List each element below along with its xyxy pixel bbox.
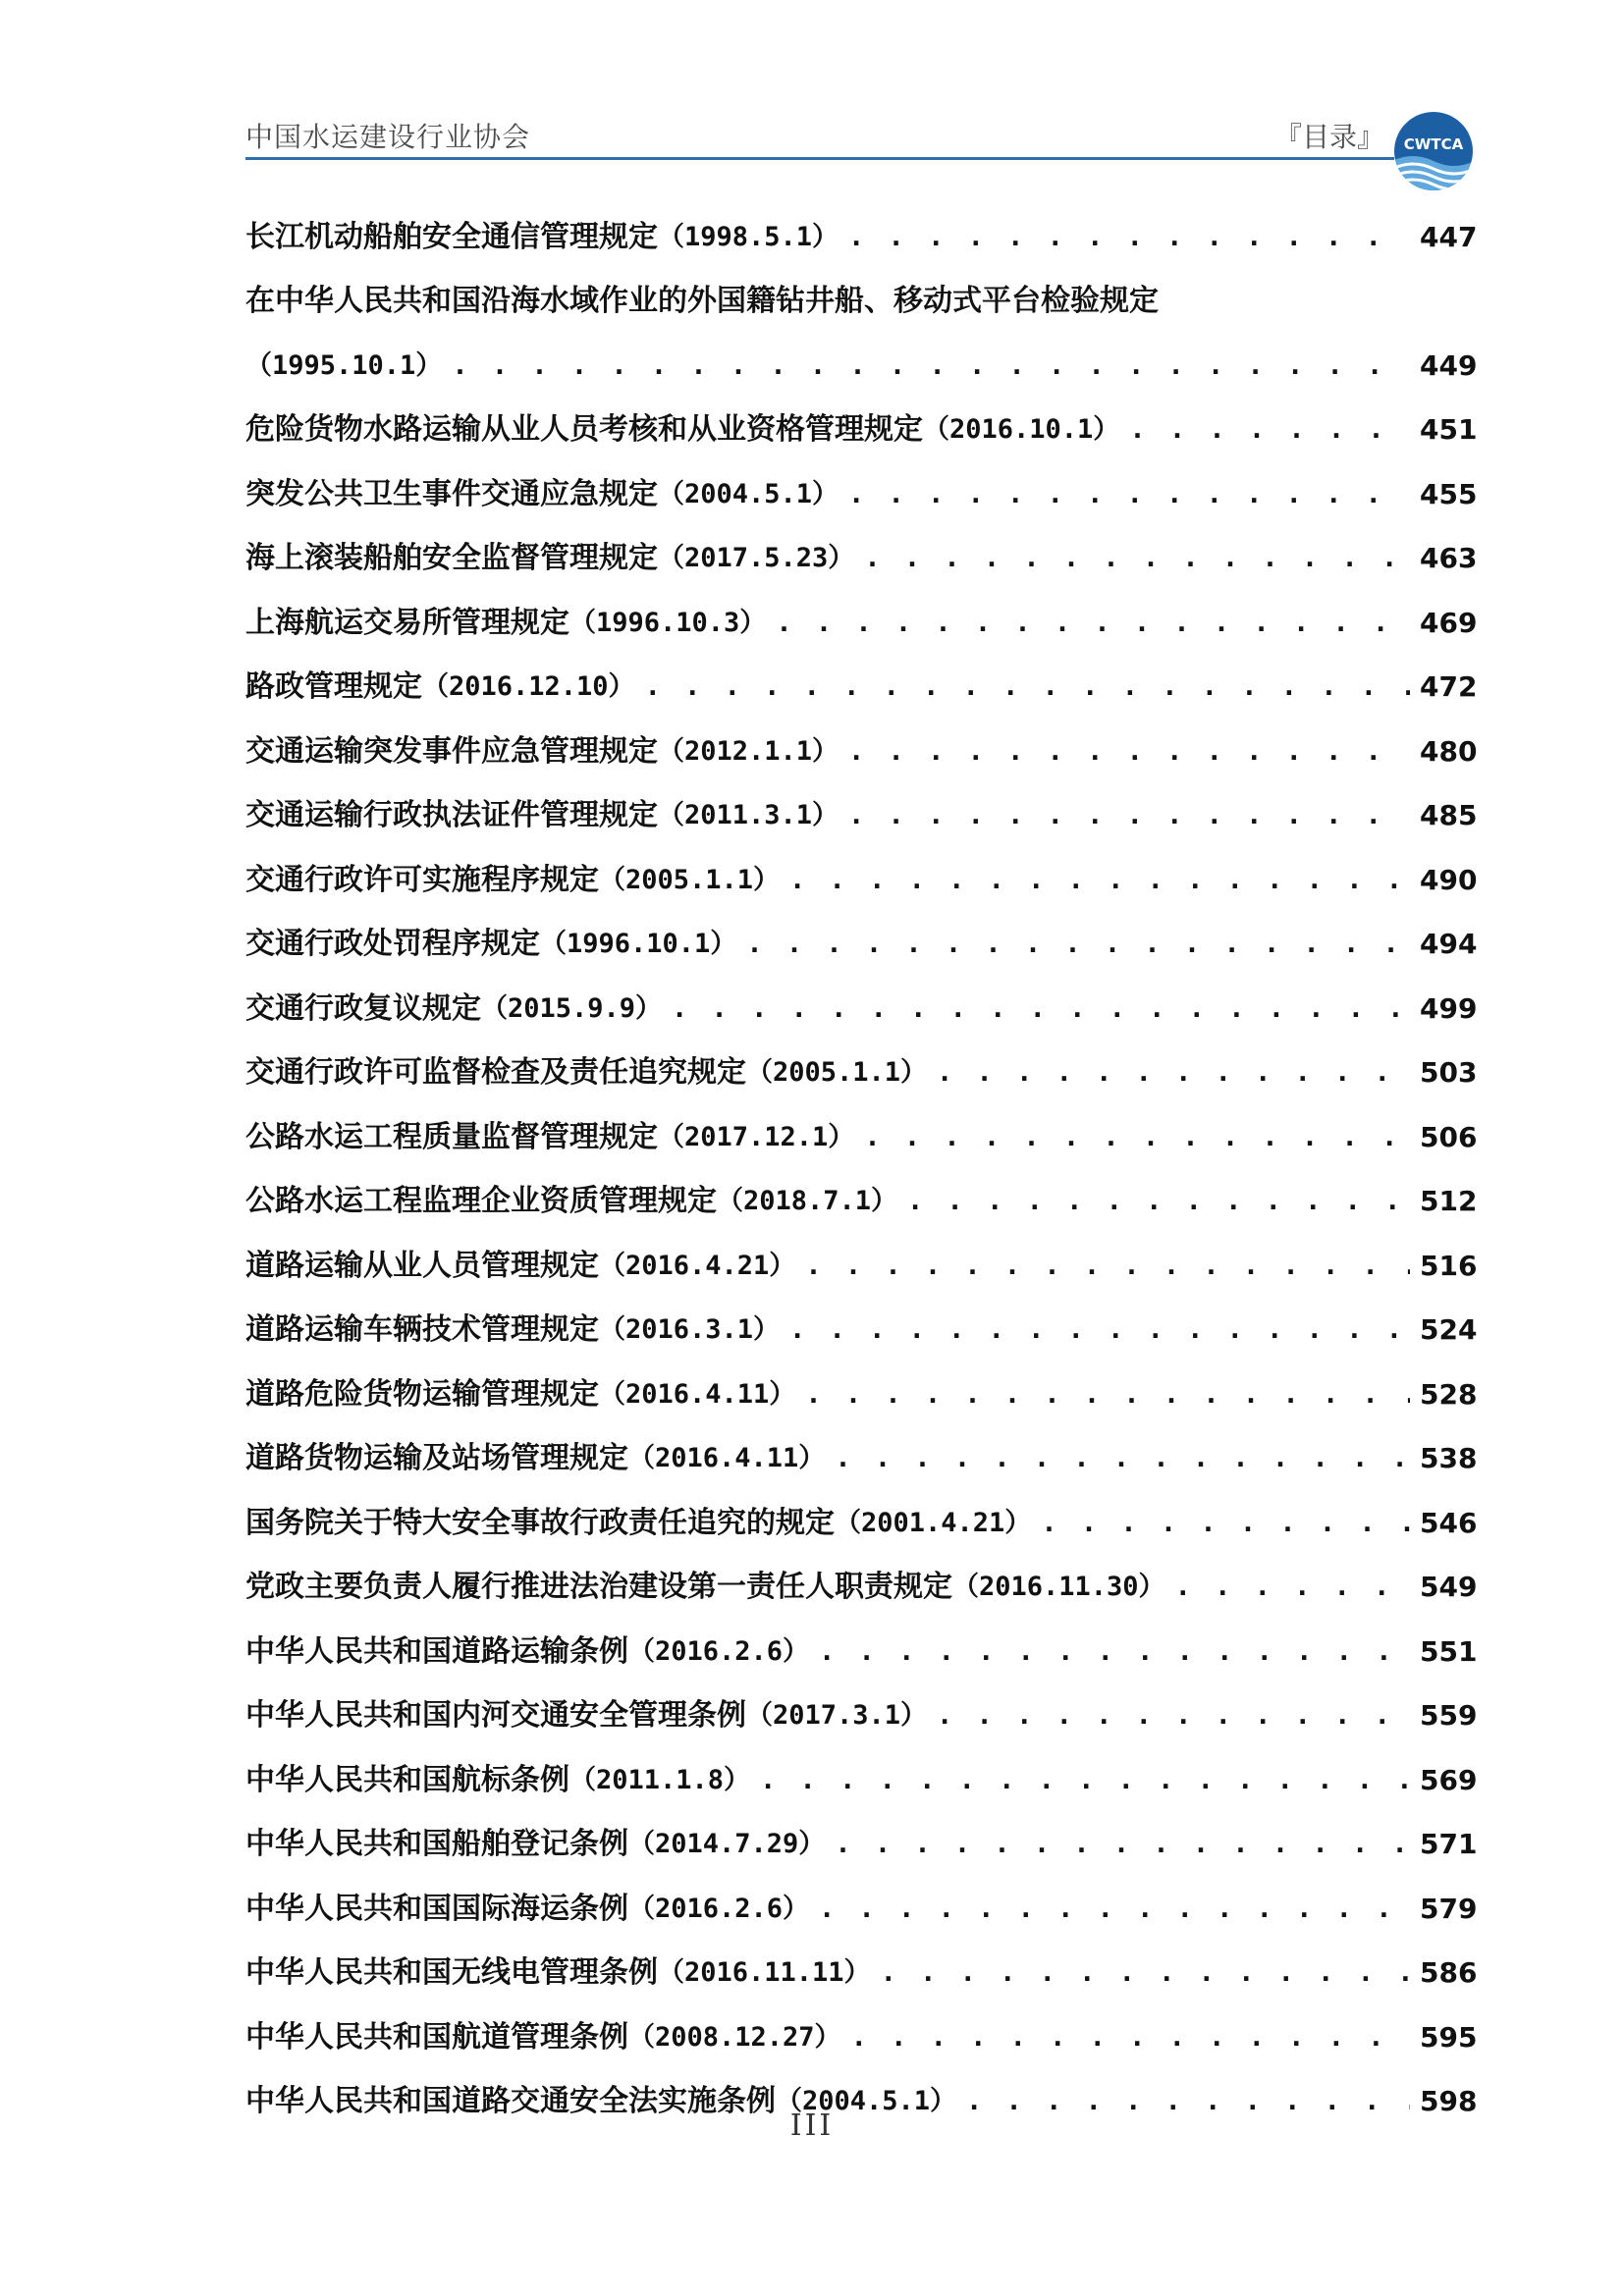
logo-wordmark: CWTCA xyxy=(1403,135,1464,153)
toc-dot-leader xyxy=(835,1825,1410,1864)
toc-entry[interactable] xyxy=(245,1478,1478,1543)
toc-dot-leader xyxy=(848,218,1410,257)
toc-dot-leader xyxy=(851,2018,1410,2057)
toc-entry-title-line xyxy=(245,257,1473,322)
toc-entry-page-number: 506 xyxy=(1420,1120,1478,1153)
toc-entry-title: 道路危险货物运输管理规定 xyxy=(245,1376,599,1412)
toc-dot-leader xyxy=(819,1632,1410,1672)
toc-entry-page-number: 455 xyxy=(1420,477,1478,510)
toc-entry-date: （2011.3.1） xyxy=(658,800,839,830)
toc-entry-title: 中华人民共和国航标条例 xyxy=(245,1762,569,1797)
toc-entry[interactable] xyxy=(245,1543,1478,1608)
toc-entry-page-number: 463 xyxy=(1420,542,1478,574)
header-rule xyxy=(245,157,1394,160)
header-section-title: 『目录』 xyxy=(1273,121,1384,153)
toc-entry[interactable] xyxy=(245,900,1478,965)
toc-entry[interactable] xyxy=(245,1350,1478,1415)
toc-entry-date: （1996.10.1） xyxy=(540,929,737,959)
toc-entry-page-number: 549 xyxy=(1420,1571,1478,1603)
toc-entry-page-number: 598 xyxy=(1420,2085,1478,2117)
toc-entry[interactable] xyxy=(245,1864,1478,1929)
toc-entry-date: （2018.7.1） xyxy=(717,1186,898,1216)
toc-entry-page-number: 579 xyxy=(1420,1892,1478,1925)
toc-entry-title: 交通运输突发事件应急管理规定 xyxy=(245,733,658,769)
toc-entry-date: （1995.10.1） xyxy=(245,349,443,381)
toc-entry-title: 上海航运交易所管理规定 xyxy=(245,605,569,640)
toc-entry[interactable] xyxy=(245,772,1478,836)
toc-entry-page-number: 516 xyxy=(1420,1249,1478,1282)
toc-entry-page-number: 499 xyxy=(1420,991,1478,1025)
toc-entry-date: （2017.3.1） xyxy=(746,1700,928,1731)
toc-dot-leader xyxy=(789,861,1410,900)
toc-entry-title: 公路水运工程质量监督管理规定 xyxy=(245,1119,658,1154)
toc-entry[interactable] xyxy=(245,450,1478,514)
toc-entry[interactable] xyxy=(245,1157,1478,1222)
toc-entry-page-number: 546 xyxy=(1420,1506,1478,1539)
toc-dot-leader xyxy=(848,732,1410,772)
toc-entry[interactable] xyxy=(245,321,1478,386)
toc-entry[interactable] xyxy=(245,835,1478,900)
toc-entry[interactable] xyxy=(245,1993,1478,2057)
toc-entry-title: 中华人民共和国内河交通安全管理条例 xyxy=(245,1698,746,1733)
toc-entry-title: 中华人民共和国航道管理条例 xyxy=(245,2019,628,2055)
toc-entry[interactable] xyxy=(245,1607,1478,1672)
toc-entry-date: （2015.9.9） xyxy=(481,992,663,1024)
toc-dot-leader xyxy=(835,1439,1410,1478)
toc-entry[interactable] xyxy=(245,1029,1478,1094)
toc-entry-title: 危险货物水路运输从业人员考核和从业资格管理规定 xyxy=(245,412,923,447)
toc-entry-page-number: 571 xyxy=(1420,1828,1478,1860)
toc-entry-title: 海上滚装船舶安全监督管理规定 xyxy=(245,541,658,575)
toc-entry-page-number: 559 xyxy=(1420,1699,1478,1732)
toc-entry-page-number: 551 xyxy=(1420,1634,1478,1668)
toc-dot-leader xyxy=(789,1310,1410,1350)
toc-entry-date: （1996.10.3） xyxy=(569,607,767,638)
toc-entry-page-number: 449 xyxy=(1420,348,1478,382)
toc-entry-title: 党政主要负责人履行推进法治建设第一责任人职责规定 xyxy=(245,1570,952,1604)
toc-entry-date: （2005.1.1） xyxy=(599,864,781,895)
toc-dot-leader xyxy=(452,347,1410,386)
toc-dot-leader xyxy=(776,604,1410,643)
toc-entry[interactable] xyxy=(245,1415,1478,1479)
toc-entry-date: （2011.1.8） xyxy=(569,1764,751,1795)
toc-entry-title: 国务院关于特大安全事故行政责任追究的规定 xyxy=(245,1505,835,1540)
toc-entry-date: （2004.5.1） xyxy=(776,2086,957,2116)
toc-entry-page-number: 528 xyxy=(1420,1377,1478,1411)
toc-entry-title: 中华人民共和国船舶登记条例 xyxy=(245,1827,628,1861)
toc-dot-leader xyxy=(937,1696,1410,1735)
cwtca-logo xyxy=(1392,110,1475,192)
toc-entry-page-number: 538 xyxy=(1420,1442,1478,1474)
page-number: III xyxy=(789,2109,835,2143)
toc-entry-date: （2001.4.21） xyxy=(835,1507,1032,1538)
toc-entry[interactable] xyxy=(245,1093,1478,1157)
toc-entry-date: （2014.7.29） xyxy=(628,1829,826,1859)
toc-dot-leader xyxy=(848,475,1410,514)
toc-entry-date: （2004.5.1） xyxy=(658,478,839,509)
toc-entry-title: 道路运输车辆技术管理规定 xyxy=(245,1312,599,1347)
toc-entry-title: 中华人民共和国道路运输条例 xyxy=(245,1633,628,1669)
toc-entry-page-number: 503 xyxy=(1420,1056,1478,1089)
toc-entry-page-number: 524 xyxy=(1420,1313,1478,1346)
toc-entry[interactable] xyxy=(245,1672,1478,1736)
toc-entry-title: 中华人民共和国国际海运条例 xyxy=(245,1891,628,1926)
toc-entry-date: （2016.11.30） xyxy=(952,1572,1165,1602)
toc-entry-title: 交通行政许可监督检查及责任追究规定 xyxy=(245,1055,746,1090)
toc-dot-leader xyxy=(805,1247,1410,1286)
toc-entry-date: （2016.4.21） xyxy=(599,1250,796,1281)
toc-entry-title: 长江机动船舶安全通信管理规定 xyxy=(245,219,658,254)
toc-dot-leader xyxy=(819,1890,1410,1929)
toc-dot-leader xyxy=(937,1053,1410,1093)
toc-entry-date: （2016.12.10） xyxy=(422,671,635,702)
toc-entry-page-number: 569 xyxy=(1420,1763,1478,1796)
toc-entry-page-number: 480 xyxy=(1420,734,1478,768)
page-header xyxy=(245,110,1473,159)
toc-entry-date: （2017.5.23） xyxy=(658,543,855,573)
toc-entry-date: （2016.10.1） xyxy=(923,414,1120,445)
toc-entry-date: （2008.12.27） xyxy=(628,2021,841,2053)
toc-dot-leader xyxy=(645,667,1410,707)
toc-entry-page-number: 451 xyxy=(1420,413,1478,446)
toc-entry-date: （2017.12.1） xyxy=(658,1121,855,1152)
toc-entry-title: 在中华人民共和国沿海水域作业的外国籍钻井船、移动式平台检验规定 xyxy=(245,284,1159,318)
toc-entry-date: （2012.1.1） xyxy=(658,735,839,767)
toc-entry-title: 中华人民共和国无线电管理条例 xyxy=(245,1955,658,1990)
toc-entry-title: 交通行政处罚程序规定 xyxy=(245,927,540,961)
toc-entry-title: 道路运输从业人员管理规定 xyxy=(245,1248,599,1283)
toc-entry-page-number: 494 xyxy=(1420,928,1478,960)
toc-dot-leader xyxy=(864,1118,1410,1157)
toc-entry-date: （2016.3.1） xyxy=(599,1314,781,1345)
toc-entry-date: （2016.11.11） xyxy=(658,1957,871,1988)
toc-dot-leader xyxy=(746,925,1410,964)
toc-dot-leader xyxy=(1129,410,1410,450)
toc-entry-page-number: 512 xyxy=(1420,1185,1478,1217)
toc-entry-title: 突发公共卫生事件交通应急规定 xyxy=(245,476,658,511)
toc-entry-page-number: 595 xyxy=(1420,2020,1478,2054)
toc-entry-title: 交通行政许可实施程序规定 xyxy=(245,862,599,897)
header-organization: 中国水运建设行业协会 xyxy=(245,121,531,153)
toc-entry[interactable] xyxy=(245,1929,1478,1994)
toc-entry-page-number: 490 xyxy=(1420,863,1478,896)
toc-dot-leader xyxy=(848,796,1410,835)
toc-dot-leader xyxy=(881,1953,1410,1993)
toc-dot-leader xyxy=(672,989,1410,1029)
toc-entry[interactable] xyxy=(245,386,1478,451)
toc-entry-page-number: 472 xyxy=(1420,670,1478,703)
toc-dot-leader xyxy=(760,1761,1410,1800)
toc-entry-date: （2016.2.6） xyxy=(628,1893,810,1924)
toc-dot-leader xyxy=(1041,1504,1410,1543)
toc-dot-leader xyxy=(907,1182,1410,1221)
table-of-contents xyxy=(245,192,1478,2121)
toc-entry-date: （2005.1.1） xyxy=(746,1057,928,1088)
toc-entry-date: （2016.2.6） xyxy=(628,1635,810,1667)
toc-dot-leader xyxy=(805,1375,1410,1415)
toc-dot-leader xyxy=(1175,1568,1410,1607)
toc-entry-page-number: 586 xyxy=(1420,1956,1478,1989)
toc-entry-title: 道路货物运输及站场管理规定 xyxy=(245,1441,628,1475)
toc-entry[interactable] xyxy=(245,643,1478,708)
toc-entry-date: （1998.5.1） xyxy=(658,221,839,252)
toc-entry[interactable] xyxy=(245,192,1478,257)
toc-entry-page-number: 485 xyxy=(1420,799,1478,831)
toc-entry[interactable] xyxy=(245,578,1478,643)
toc-entry[interactable] xyxy=(245,1735,1478,1800)
toc-entry-page-number: 469 xyxy=(1420,606,1478,639)
toc-entry[interactable] xyxy=(245,514,1478,579)
toc-entry-title: 路政管理规定 xyxy=(245,669,422,704)
toc-entry[interactable] xyxy=(245,964,1478,1029)
toc-entry[interactable] xyxy=(245,1286,1478,1351)
toc-entry-date: （2016.4.11） xyxy=(628,1443,826,1473)
toc-entry-date: （2016.4.11） xyxy=(599,1378,796,1410)
toc-dot-leader xyxy=(864,539,1410,578)
toc-entry-title: 交通运输行政执法证件管理规定 xyxy=(245,798,658,832)
toc-entry-title: 中华人民共和国道路交通安全法实施条例 xyxy=(245,2084,776,2118)
toc-entry-title: 公路水运工程监理企业资质管理规定 xyxy=(245,1184,717,1218)
toc-entry[interactable] xyxy=(245,1221,1478,1286)
toc-entry[interactable] xyxy=(245,707,1478,772)
toc-entry-title: 交通行政复议规定 xyxy=(245,990,481,1026)
toc-entry[interactable] xyxy=(245,1800,1478,1865)
toc-entry-page-number: 447 xyxy=(1420,220,1478,253)
